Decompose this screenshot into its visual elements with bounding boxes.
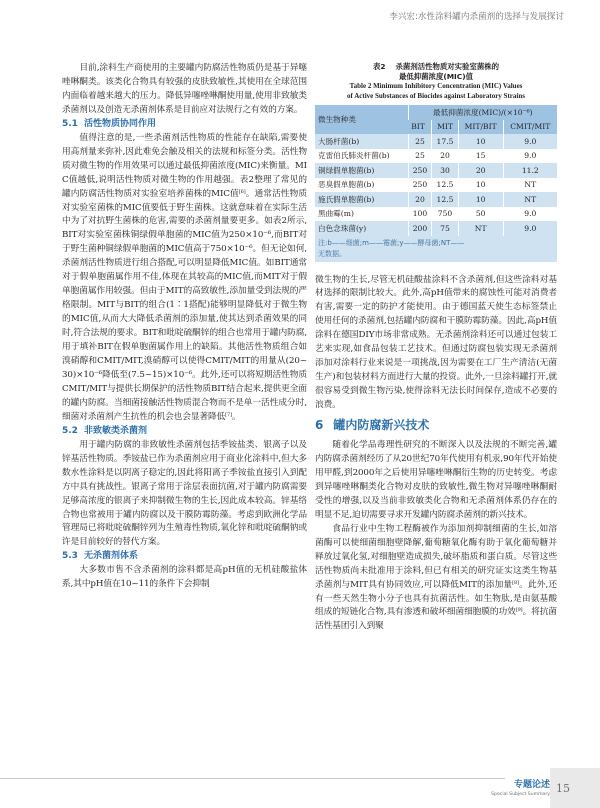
mic-value-cell: 10 [458,134,503,149]
table-title-line: 杀菌剂活性物质对实验室菌株的 [395,62,500,71]
column-header-group: 最低抑菌浓度(MIC)/(×10⁻⁶) [408,105,557,120]
citation: [8] [512,579,519,586]
mic-value-cell: 250 [408,178,432,193]
mic-table [315,105,557,236]
column-header-cmit-mit: CMIT/MIT [503,120,557,135]
mic-value-cell: 20 [408,192,432,207]
section-title: 无杀菌剂体系 [83,551,138,562]
mic-value-cell: 10 [458,192,503,207]
section-title: 罐内防腐新兴技术 [333,418,430,433]
mic-value-cell: 25 [408,149,432,164]
section-6-heading [315,417,557,434]
mic-value-cell: 75 [432,221,459,236]
mic-value-cell: NT [503,178,557,193]
page-number: 15 [556,782,570,795]
species-cell: 铜绿假单胞菌(b) [315,163,408,178]
species-cell: 恶臭假单胞菌(b) [315,178,408,193]
running-header: 李兴宏:水性涂料罐内杀菌剂的选择与发展探讨 [389,12,564,22]
mic-value-cell: 100 [408,207,432,222]
section-5-3-paragraph: 大多数市售不含杀菌剂的涂料都是高pH值的无机硅酸盐体系,其中pH值在10~11的条件下会抑制 [62,565,307,590]
table-row [315,149,557,164]
left-column [62,62,307,592]
table-row [315,163,557,178]
footer-rule [0,778,505,779]
paragraph-text: 值得注意的是,一些杀菌剂活性物质的性能存在缺陷,需要使用高剂量来弥补,因此难免会触及相关的法规和标签分类。活性物质对微生物的作用效果可以通过最低抑菌浓度(MIC)来衡量。MIC值越低,说明活性物质对微生物的作用越强。表2整理了常见的罐内防腐活性物质对实验室培养菌株的MIC值 [62,132,307,199]
mic-value-cell: 10 [458,178,503,193]
intro-paragraph: 目前,涂料生产商使用的主要罐内防腐活性物质仍是基于异噻唑啉酮类。该类化合物具有较强的皮肤致敏性,其使用在全球范围内面临着越来越大的压力。降低异噻唑啉酮使用量,使用非致敏类杀菌剂以及创造无杀菌剂体系是目前应对法规行之有效的方案。 [62,63,307,115]
section-number: 6 [315,418,324,433]
table-title-en-line2: of Active Substances of Biocides against Laboratory Strains [347,91,525,100]
mic-value-cell: 12.5 [432,178,459,193]
mic-value-cell: 9.0 [503,149,557,164]
section-number: 5.1 [62,118,78,129]
species-cell: 克雷伯氏肺炎杆菌(b) [315,149,408,164]
mic-value-cell: 20 [432,149,459,164]
mic-value-cell: 20 [458,163,503,178]
footer-label-cn: 专题论述 [513,780,550,790]
section-5-2-paragraph: 用于罐内防腐的非致敏性杀菌剂包括季铵盐类、银离子以及锌基活性物质。季铵盐已作为杀菌剂应用于商业化涂料中,但大多数水性涂料是以阴离子稳定的,因此将阳离子季铵盐直接引入到配方中具有挑战性。银离子常用于涂层表面抗菌,对于罐内防腐需要足够高浓度的银离子来抑制微生物的生长,因此成本较高。锌基络合物也常被用于罐内防腐以及干膜防霉防藻。考虑到欧洲化学品管理局已将吡啶硫酮锌列为生殖毒性物质,氧化锌和吡啶硫酮钠或许是目前较好的替代方案。 [62,439,307,548]
section-title: 非致敏类杀菌剂 [83,425,147,436]
mic-value-cell: 50 [458,207,503,222]
footer-label-en: Special Subject Summary [491,792,550,797]
mic-value-cell: 9.0 [503,221,557,236]
paragraph-text: 。将抗菌活性基团引入到聚 [315,607,557,632]
mic-value-cell: 30 [432,163,459,178]
section-6-paragraph-2 [315,523,557,635]
table-note-line: 注:b——细菌;m——霉菌;y——酵母菌;NT—— [318,238,465,247]
table-note-line: 无数据。 [318,249,346,258]
right-column [315,62,557,634]
mic-value-cell: 750 [432,207,459,222]
citation: [6] [238,188,246,195]
citation: [7] [225,411,232,418]
table-row [315,221,557,236]
mic-value-cell: 250 [408,163,432,178]
table-title-cn [315,62,557,72]
mic-value-cell: 9.0 [503,207,557,222]
mic-value-cell: 17.5 [432,134,459,149]
table-note [315,236,557,262]
footer-column-label [491,780,550,798]
page-number-box [550,768,600,808]
table-label: 表2 [372,62,386,71]
mic-value-cell: NT [458,221,503,236]
mic-value-cell: 12.5 [432,192,459,207]
species-cell: 黑曲霉(m) [315,207,408,222]
column-header-bit: BIT [408,120,432,135]
citation: [9] [515,607,523,614]
paragraph-text: 。 [231,411,241,422]
section-number: 5.3 [62,551,78,562]
column-header-mit-bit: MIT/BIT [458,120,503,135]
table-title-en-line1: Table 2 Minimum Inhibitory Concentration (MIC) Values [349,82,523,90]
species-cell: 大肠杆菌(b) [315,134,408,149]
species-cell: 施氏假单胞菌(b) [315,192,408,207]
page-footer [0,768,600,808]
species-cell: 白色念珠菌(y) [315,221,408,236]
section-6-paragraph-1: 随着化学品毒理性研究的不断深入以及法规的不断完善,罐内防腐杀菌剂经历了从20世纪70年代使用有机汞,90年代开始使用甲醛,到2000年之后使用异噻唑啉酮衍生物的历史转变。考虑到异噻唑啉酮类化合物对皮肤的致敏性,微生物对异噻唑啉酮耐受性的增强,以及当前非致敏类化合物和无杀菌剂体系仍存在的明显不足,迫切需要寻求开发罐内防腐杀菌剂的新兴技术。 [315,440,557,520]
column-header-species: 微生物种类 [315,105,408,134]
table-row [315,134,557,149]
continuation-paragraph: 微生物的生长,尽管无机硅酸盐涂料不含杀菌剂,但这些涂料对基材选择的限制比较大。此外,高pH值带来的腐蚀性可能对消费者有害,需要一定的防护才能使用。由于德国蓝天使生态标签禁止使用任何的杀菌剂,包括罐内防腐和干膜防霉防藻。因此,高pH值涂料在德国DIY市场非常成熟。无杀菌剂涂料还可以通过包装工艺来实现,如食品包装工艺技术。但通过防腐包装实现无杀菌剂添加对涂料行业来说是一项挑战,因为需要在工厂生产清洁(无菌生产)和包装材料方面进行大量的投资。此外,一旦涂料罐打开,就很容易受到微生物污染,使得涂料无法长时间保存,造成不必要的浪费。 [315,274,557,411]
mic-value-cell: 9.0 [503,134,557,149]
section-5-1-heading [62,118,307,132]
mic-value-cell: 15 [458,149,503,164]
paragraph-text: 。通常活性物质对实验室菌株的MIC值要低于野生菌株。这就意味着在实际生活中为了对抗野生菌株的危害,需要的杀菌剂量要更多。如表2所示,BIT对实验室菌株铜绿假单胞菌的MIC值为250×10⁻⁶,而BIT对于野生菌种铜绿假单胞菌的MIC值高于750×10⁻⁶。但无论如何,杀菌剂活性物质进行组合搭配,可以明显降低MIC值。如BIT通常对于假单胞菌属作用不佳,体现在其较高的MIC值,而MIT对于假单胞菌属作用较强。但由于MIT的高致敏性,添加量受到法规的严格限制。MIT与BIT的组合(1∶1搭配)能够明显降低对于微生物的MIC值,从而大大降低杀菌剂的添加量,使其达到杀菌效果的同时,符合法规的要求。BIT和吡啶硫酮锌的组合也常用于罐内防腐,用于填补BIT在假单胞菌属作用上的缺陷。其他活性物质组合如溴硝醇和CMIT/MIT,溴硝醇可以使得CMIT/MIT的用量从(20~30)×10⁻⁶降低至(7.5~15)×10⁻⁶。此外,还可以将短期活性物质CMIT/MIT与提供长期保护的活性物质BIT结合起来,提供更全面的罐内防腐。当细菌接触活性物质混合物而不是单一活性成分时,细菌对杀菌剂产生抗性的机会也会显著降低 [62,188,307,422]
mic-value-cell: NT [503,192,557,207]
mic-value-cell: 25 [408,134,432,149]
section-5-2-heading [62,425,307,439]
mic-value-cell: 200 [408,221,432,236]
table-row [315,192,557,207]
section-5-1-paragraph [62,132,307,425]
paragraph-text: 。此外,还有一些天然生物小分子也具有抗菌活性。如生物肽,是由氨基酸组成的短链化合物,具有渗透和破坏细菌细胞膜的功效 [315,579,557,618]
paragraph-text: 食品行业中生物工程酶被作为添加剂抑制细菌的生长,如溶菌酶可以使细菌细胞壁降解,葡萄糖氧化酶有助于氧化葡萄糖并释放过氧化氢,对细胞壁造成损失,破坏脂质和蛋白质。尽管这些活性物质尚未批准用于涂料,但已有相关的研究证实这类生物基杀菌剂与MIT具有协同效应,可以降低MIT的添加量 [315,523,557,590]
table-row [315,207,557,222]
table-row [315,178,557,193]
mic-value-cell: 11.2 [503,163,557,178]
section-title: 活性物质协同作用 [83,118,156,129]
column-header-mit: MIT [432,120,459,135]
section-5-3-heading [62,550,307,564]
table-title-cn-line2: 最低抑菌浓度(MIC)值 [398,72,474,81]
section-number: 5.2 [62,425,78,436]
table-caption [315,62,557,101]
